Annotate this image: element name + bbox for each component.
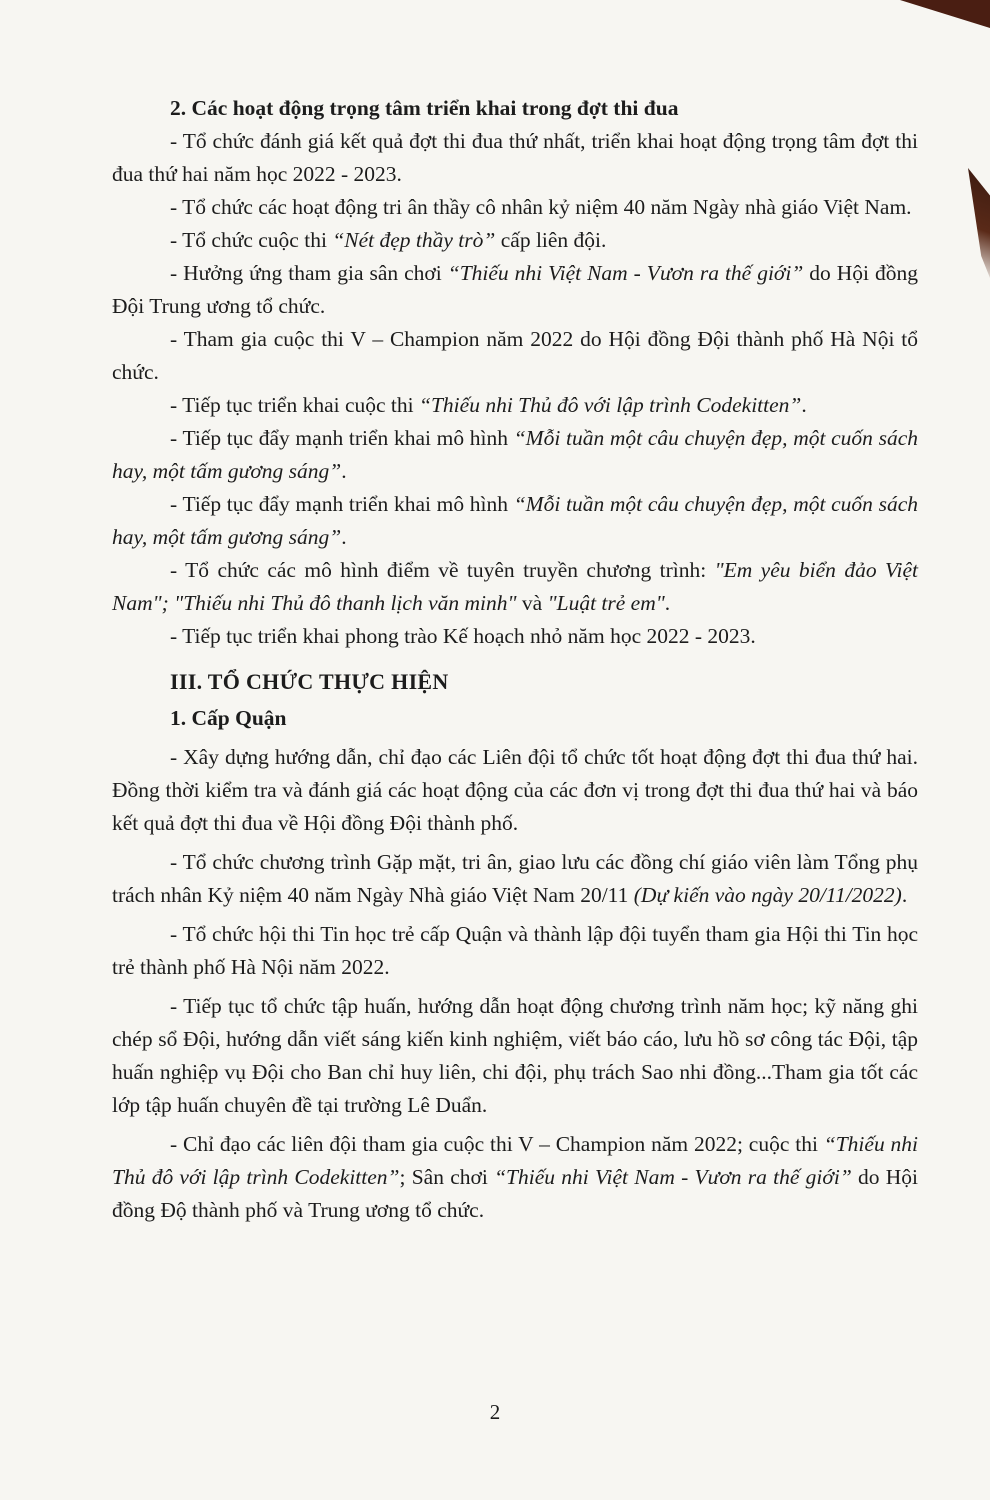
- paragraph-text: do Hội đồng Đội Trung ương tổ chức.: [112, 261, 918, 318]
- activity-item: [112, 422, 918, 488]
- page-corner-shadow: [900, 0, 990, 28]
- italic-text: (Dự kiến vào ngày 20/11/2022): [633, 883, 902, 907]
- paragraph-text: .: [901, 883, 908, 907]
- paragraph-text: - Xây dựng hướng dẫn, chỉ đạo các Liên đội tổ chức tốt hoạt động đợt thi đua thứ hai. Đồng thời kiểm tra và đánh giá các hoạt động của các đơn vị trong đợt thi đua thứ hai và báo kết quả đợt thi đua về Hội đồng Đội thành phố.: [112, 745, 918, 835]
- italic-text: “Thiếu nhi Việt Nam - Vươn ra thế giới”: [494, 1165, 852, 1189]
- paragraph-text: .: [341, 525, 347, 549]
- district-task-item: [112, 990, 918, 1122]
- page-edge-shadow: [968, 168, 990, 278]
- paragraph-text: - Tiếp tục triển khai phong trào Kế hoạch nhỏ năm học 2022 - 2023.: [170, 624, 756, 648]
- paragraph-text: - Tiếp tục đẩy mạnh triển khai mô hình: [170, 492, 514, 516]
- paragraph-text: .: [801, 393, 807, 417]
- document-page: [112, 92, 918, 1233]
- activity-item: [112, 191, 918, 224]
- paragraph-text: - Tổ chức đánh giá kết quả đợt thi đua thứ nhất, triển khai hoạt động trọng tâm đợt thi đua thứ hai năm học 2022 - 2023.: [112, 129, 918, 186]
- paragraph-text: - Tổ chức chương trình Gặp mặt, tri ân, giao lưu các đồng chí giáo viên làm Tổng phụ trách nhân Kỷ niệm 40 năm Ngày Nhà giáo Việt Nam 20/11: [112, 850, 918, 907]
- italic-text: “Thiếu nhi Thủ đô với lập trình Codekitten”: [419, 393, 802, 417]
- paragraph-text: do Hội đồng Độ thành phố và Trung ương tổ chức.: [112, 1165, 919, 1222]
- paragraph-text: - Tiếp tục triển khai cuộc thi: [170, 393, 420, 417]
- paragraph-text: cấp liên đội.: [495, 228, 607, 252]
- paragraph-text: - Tổ chức cuộc thi: [170, 228, 333, 252]
- italic-text: "Em yêu biển đảo Việt Nam"; "Thiếu nhi Thủ đô thanh lịch văn minh": [112, 558, 918, 615]
- paragraph-text: ; Sân chơi: [399, 1165, 495, 1189]
- activity-item: [112, 224, 918, 257]
- italic-text: “Mỗi tuần một câu chuyện đẹp, một cuốn sách hay, một tấm gương sáng”: [112, 426, 919, 483]
- activity-item: [112, 389, 918, 422]
- district-task-item: [112, 846, 918, 912]
- district-tasks-list: [112, 741, 918, 1227]
- heading-key-activities: 2. Các hoạt động trọng tâm triển khai trong đợt thi đua: [170, 96, 679, 120]
- italic-text: "Luật trẻ em": [547, 591, 665, 615]
- paragraph-text: - Tổ chức các mô hình điểm về tuyên truyền chương trình:: [170, 558, 715, 582]
- paragraph-text: - Tổ chức hội thi Tin học trẻ cấp Quận và thành lập đội tuyển tham gia Hội thi Tin học trẻ thành phố Hà Nội năm 2022.: [112, 922, 918, 979]
- activity-item: [112, 488, 918, 554]
- activity-item: [112, 554, 918, 620]
- paragraph-text: - Chỉ đạo các liên đội tham gia cuộc thi V – Champion năm 2022; cuộc thi: [170, 1132, 824, 1156]
- page-number: 2: [489, 1400, 501, 1424]
- italic-text: “Nét đẹp thầy trò”: [332, 228, 496, 252]
- paragraph-text: - Tiếp tục đẩy mạnh triển khai mô hình: [170, 426, 514, 450]
- paragraph-text: .: [664, 591, 671, 615]
- paragraph-text: - Tổ chức các hoạt động tri ân thầy cô nhân kỷ niệm 40 năm Ngày nhà giáo Việt Nam.: [170, 195, 912, 219]
- district-task-item: [112, 1128, 918, 1227]
- heading-implementation: III. TỔ CHỨC THỰC HIỆN: [170, 669, 449, 694]
- italic-text: “Thiếu nhi Việt Nam - Vươn ra thế giới”: [447, 261, 804, 285]
- paragraph-text: - Hưởng ứng tham gia sân chơi: [170, 261, 448, 285]
- italic-text: “Thiếu nhi Thủ đô với lập trình Codekitten”: [112, 1132, 919, 1189]
- activity-item: [112, 257, 918, 323]
- paragraph-text: .: [341, 459, 347, 483]
- activities-list: [112, 125, 918, 653]
- district-task-item: [112, 741, 918, 840]
- activity-item: [112, 620, 918, 653]
- activity-item: [112, 125, 918, 191]
- district-task-item: [112, 918, 918, 984]
- paragraph-text: - Tham gia cuộc thi V – Champion năm 2022 do Hội đồng Đội thành phố Hà Nội tổ chức.: [112, 327, 918, 384]
- paragraph-text: và: [516, 591, 548, 615]
- paragraph-text: - Tiếp tục tổ chức tập huấn, hướng dẫn hoạt động chương trình năm học; kỹ năng ghi chép sổ Đội, hướng dẫn viết sáng kiến kinh nghiệm, viết báo cáo, lưu hồ sơ công tác Đội, tập huấn nghiệp vụ Đội cho Ban chỉ huy liên, chi đội, phụ trách Sao nhi đồng...Tham gia tốt các lớp tập huấn chuyên đề tại trường Lê Duẩn.: [112, 994, 918, 1117]
- activity-item: [112, 323, 918, 389]
- italic-text: “Mỗi tuần một câu chuyện đẹp, một cuốn sách hay, một tấm gương sáng”: [112, 492, 919, 549]
- heading-district-level: 1. Cấp Quận: [170, 706, 287, 730]
